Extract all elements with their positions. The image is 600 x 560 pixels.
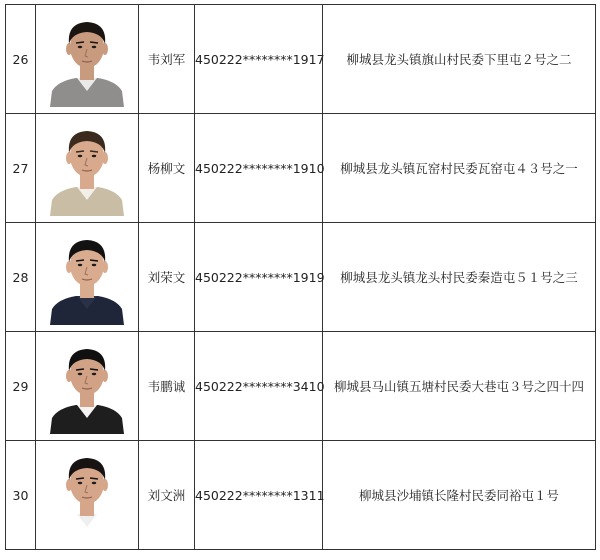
id-number: 450222********1311 bbox=[195, 441, 323, 550]
person-name: 杨柳文 bbox=[139, 114, 195, 223]
address: 柳城县龙头镇旗山村民委下里屯２号之二 bbox=[323, 5, 596, 114]
row-number: 30 bbox=[6, 441, 36, 550]
address: 柳城县龙头镇龙头村民委秦造屯５１号之三 bbox=[323, 223, 596, 332]
row-number: 28 bbox=[6, 223, 36, 332]
roster-body bbox=[6, 5, 596, 550]
person-name: 韦刘军 bbox=[139, 5, 195, 114]
person-portrait-icon bbox=[48, 447, 126, 543]
portrait-drawing bbox=[48, 338, 126, 434]
person-name: 刘荣文 bbox=[139, 223, 195, 332]
person-name: 韦鹏诚 bbox=[139, 332, 195, 441]
id-number: 450222********1917 bbox=[195, 5, 323, 114]
address: 柳城县沙埔镇长隆村民委同裕屯１号 bbox=[323, 441, 596, 550]
photo-cell bbox=[36, 5, 139, 114]
roster-table bbox=[5, 4, 596, 550]
address: 柳城县马山镇五塘村民委大巷屯３号之四十四 bbox=[323, 332, 596, 441]
photo-cell bbox=[36, 114, 139, 223]
row-number: 29 bbox=[6, 332, 36, 441]
portrait-drawing bbox=[48, 229, 126, 325]
id-number: 450222********1910 bbox=[195, 114, 323, 223]
table-row bbox=[6, 114, 596, 223]
id-number: 450222********3410 bbox=[195, 332, 323, 441]
photo-cell bbox=[36, 223, 139, 332]
photo-cell bbox=[36, 441, 139, 550]
person-portrait-icon bbox=[48, 338, 126, 434]
table-row bbox=[6, 5, 596, 114]
portrait-drawing bbox=[48, 11, 126, 107]
person-name: 刘文洲 bbox=[139, 441, 195, 550]
person-portrait-icon bbox=[48, 229, 126, 325]
table-row bbox=[6, 332, 596, 441]
id-number: 450222********1919 bbox=[195, 223, 323, 332]
table-row bbox=[6, 223, 596, 332]
portrait-drawing bbox=[48, 447, 126, 543]
photo-cell bbox=[36, 332, 139, 441]
row-number: 27 bbox=[6, 114, 36, 223]
person-portrait-icon bbox=[48, 11, 126, 107]
person-portrait-icon bbox=[48, 120, 126, 216]
table-row bbox=[6, 441, 596, 550]
portrait-drawing bbox=[48, 120, 126, 216]
address: 柳城县龙头镇瓦窑村民委瓦窑屯４３号之一 bbox=[323, 114, 596, 223]
row-number: 26 bbox=[6, 5, 36, 114]
